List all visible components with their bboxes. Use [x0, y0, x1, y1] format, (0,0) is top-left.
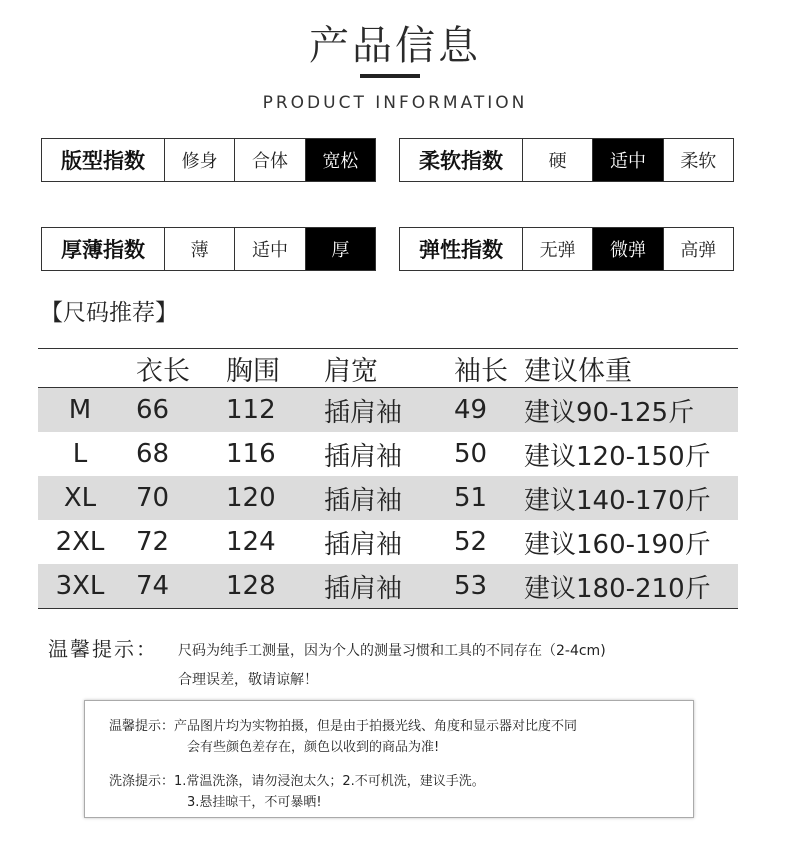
size-cell: 2XL [55, 527, 105, 557]
chest-cell: 124 [226, 527, 276, 557]
weight-cell: 建议90-125斤 [524, 397, 695, 428]
length-cell: 72 [136, 527, 170, 557]
shoulder-cell: 插肩袖 [324, 441, 403, 472]
thickness-index [41, 227, 376, 271]
table-row [38, 432, 738, 476]
elasticity-option-none: 无弹 [523, 228, 593, 270]
tip-text-line2: 合理误差，敬请谅解！ [178, 672, 318, 688]
thickness-option-medium: 适中 [235, 228, 305, 270]
table-row [38, 520, 738, 564]
notice-tip-line1: 温馨提示：产品图片均为实物拍摄，但是由于拍摄光线、角度和显示器对比度不同 [109, 719, 578, 734]
chest-cell: 112 [226, 395, 276, 425]
title-underline [360, 74, 420, 78]
length-cell: 66 [136, 395, 170, 425]
softness-index-label: 柔软指数 [400, 139, 523, 181]
weight-cell: 建议120-150斤 [524, 441, 711, 472]
thickness-index-label: 厚薄指数 [42, 228, 165, 270]
chest-cell: 128 [226, 571, 276, 601]
size-cell: 3XL [55, 571, 105, 601]
fit-index [41, 138, 376, 182]
elasticity-option-high: 高弹 [680, 240, 717, 261]
tip-text-line1: 尺码为纯手工测量，因为个人的测量习惯和工具的不同存在（2-4cm) [178, 643, 606, 659]
elasticity-index [399, 227, 734, 271]
sleeve-cell: 49 [454, 395, 488, 425]
page-title: 产品信息 [309, 23, 481, 69]
sleeve-cell: 50 [454, 439, 488, 469]
size-cell: L [72, 439, 88, 469]
sleeve-cell: 53 [454, 571, 488, 601]
header-cell-shoulder: 肩宽 [324, 355, 378, 387]
fit-option-slim: 修身 [165, 139, 235, 181]
header-cell-chest: 胸围 [226, 355, 280, 387]
chest-cell: 120 [226, 483, 276, 513]
size-cell: M [68, 395, 92, 425]
elasticity-option-slight: 微弹 [593, 228, 663, 270]
notice-box [84, 700, 694, 818]
length-cell: 70 [136, 483, 170, 513]
elasticity-index-label: 弹性指数 [400, 228, 523, 270]
shoulder-cell: 插肩袖 [324, 397, 403, 428]
size-table [38, 348, 738, 609]
header-cell-length: 衣长 [136, 355, 190, 387]
fit-option-regular: 合体 [235, 139, 305, 181]
softness-index [399, 138, 734, 182]
table-row [38, 476, 738, 520]
sleeve-cell: 51 [454, 483, 488, 513]
header-cell-weight: 建议体重 [524, 355, 632, 387]
weight-cell: 建议160-190斤 [524, 529, 711, 560]
table-row [38, 388, 738, 432]
size-cell: XL [63, 483, 97, 513]
tip-label: 温馨提示： [48, 637, 158, 661]
shoulder-cell: 插肩袖 [324, 485, 403, 516]
softness-option-soft: 柔软 [680, 151, 717, 172]
thickness-option-thin: 薄 [165, 228, 235, 270]
thickness-option-thick: 厚 [306, 228, 375, 270]
notice-wash-line1: 洗涤提示：1.常温洗涤，请勿浸泡太久；2.不可机洗，建议手洗。 [109, 774, 485, 789]
tip-text [178, 637, 748, 695]
shoulder-cell: 插肩袖 [324, 573, 403, 604]
size-section-title: 【尺码推荐】 [40, 300, 178, 326]
sleeve-cell: 52 [454, 527, 488, 557]
softness-option-hard: 硬 [523, 139, 593, 181]
weight-cell: 建议180-210斤 [524, 573, 711, 604]
weight-cell: 建议140-170斤 [524, 485, 711, 516]
notice-wash-line2: 3.悬挂晾干，不可暴晒! [187, 795, 322, 810]
table-row [38, 564, 738, 608]
fit-index-label: 版型指数 [42, 139, 165, 181]
softness-option-medium: 适中 [593, 139, 663, 181]
size-table-header [38, 349, 738, 388]
notice-tip-line2: 会有些颜色差存在，颜色以收到的商品为准! [187, 740, 440, 755]
shoulder-cell: 插肩袖 [324, 529, 403, 560]
page-subtitle: PRODUCT INFORMATION [262, 93, 528, 113]
length-cell: 68 [136, 439, 170, 469]
header-cell-sleeve: 袖长 [454, 355, 508, 387]
chest-cell: 116 [226, 439, 276, 469]
length-cell: 74 [136, 571, 170, 601]
fit-option-loose: 宽松 [306, 139, 375, 181]
